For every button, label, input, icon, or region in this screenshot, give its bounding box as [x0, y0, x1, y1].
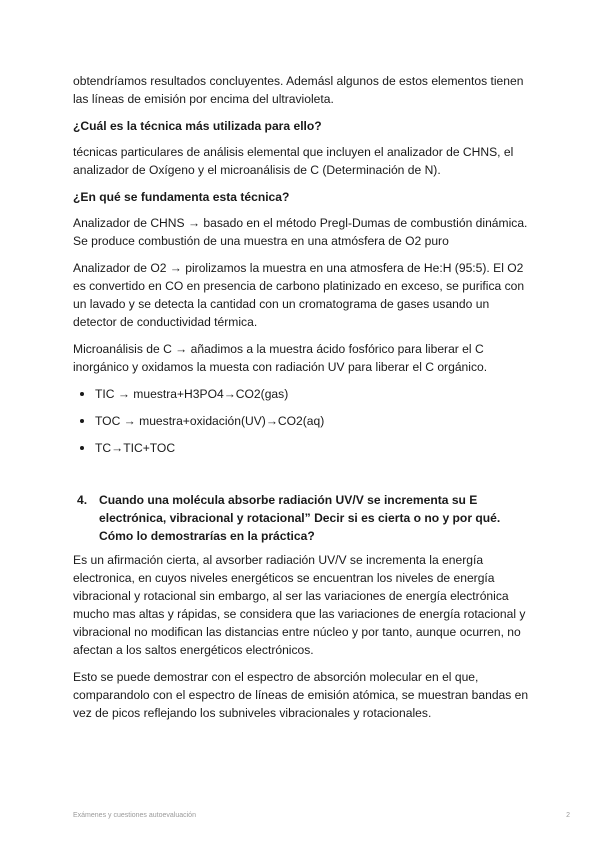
paragraph-intro: obtendríamos resultados concluyentes. Ademásl algunos de estos elementos tienen las líneas de emisión por encima del ultravioleta. — [73, 74, 524, 106]
bullet-list — [73, 385, 533, 457]
list-item: TIC → muestra+H3PO4→CO2(gas) — [73, 385, 533, 403]
answer-o2: Analizador de O2 → pirolizamos la muestra en una atmosfera de He:H (95:5). El O2 es convertido en CO en presencia de carbono platinizado en exceso, se purifica con un lavado y se detecta la cantidad con un cromatograma de gases usando un detector de conductividad térmica. — [73, 261, 525, 329]
list-item: TOC → muestra+oxidación(UV)→CO2(aq) — [73, 412, 533, 430]
page-content — [73, 72, 533, 731]
answer-4-paragraph-2: Esto se puede demostrar con el espectro de absorción molecular en el que, comparandolo con el espectro de líneas de emisión atómica, se muestran bandas en vez de picos reflejando los subniveles vibracionales y rotacionales. — [73, 670, 529, 720]
answer-4-paragraph-1: Es un afirmación cierta, al avsorber radiación UV/V se incrementa la energía electronica, en cuyos niveles energéticos se encuentran los niveles de energía vibracional y rotacional sin embargo, al ser las variaciones de energía electrónica mucho mas altas y rápidas, se considera que las variaciones de energía rotacional y vibracional no modifican las distancias entre núcleo y por tanto, aunque ocurren, no afectan a los saltos energéticos electrónicos. — [73, 553, 526, 657]
answer-microanalysis-c: Microanálisis de C → añadimos a la muestra ácido fosfórico para liberar el C inorgánico y oxidamos la muesta con radiación UV para liberar el C orgánico. — [73, 342, 488, 374]
list-item: TC→TIC+TOC — [73, 439, 533, 457]
question-foundation: ¿En qué se fundamenta esta técnica? — [73, 190, 290, 204]
question-4-text: Cuando una molécula absorbe radiación UV/V se incrementa su E electrónica, vibracional y rotacional” Decir si es cierta o no y por qué. Cómo lo demostrarías en la práctica? — [99, 493, 501, 543]
question-number: 4. — [77, 493, 88, 507]
question-4 — [73, 491, 533, 545]
footer-title: Exámenes y cuestiones autoevaluación — [73, 812, 196, 819]
answer-chns: Analizador de CHNS → basado en el método Pregl-Dumas de combustión dinámica. Se produce combustión de una muestra en una atmósfera de O2 puro — [73, 216, 528, 248]
question-technique: ¿Cuál es la técnica más utilizada para ello? — [73, 119, 322, 133]
page-number: 2 — [566, 812, 570, 819]
answer-technique: técnicas particulares de análisis elemental que incluyen el analizador de CHNS, el analizador de Oxígeno y el microanálisis de C (Determinación de N). — [73, 145, 514, 177]
page-footer — [73, 812, 570, 819]
